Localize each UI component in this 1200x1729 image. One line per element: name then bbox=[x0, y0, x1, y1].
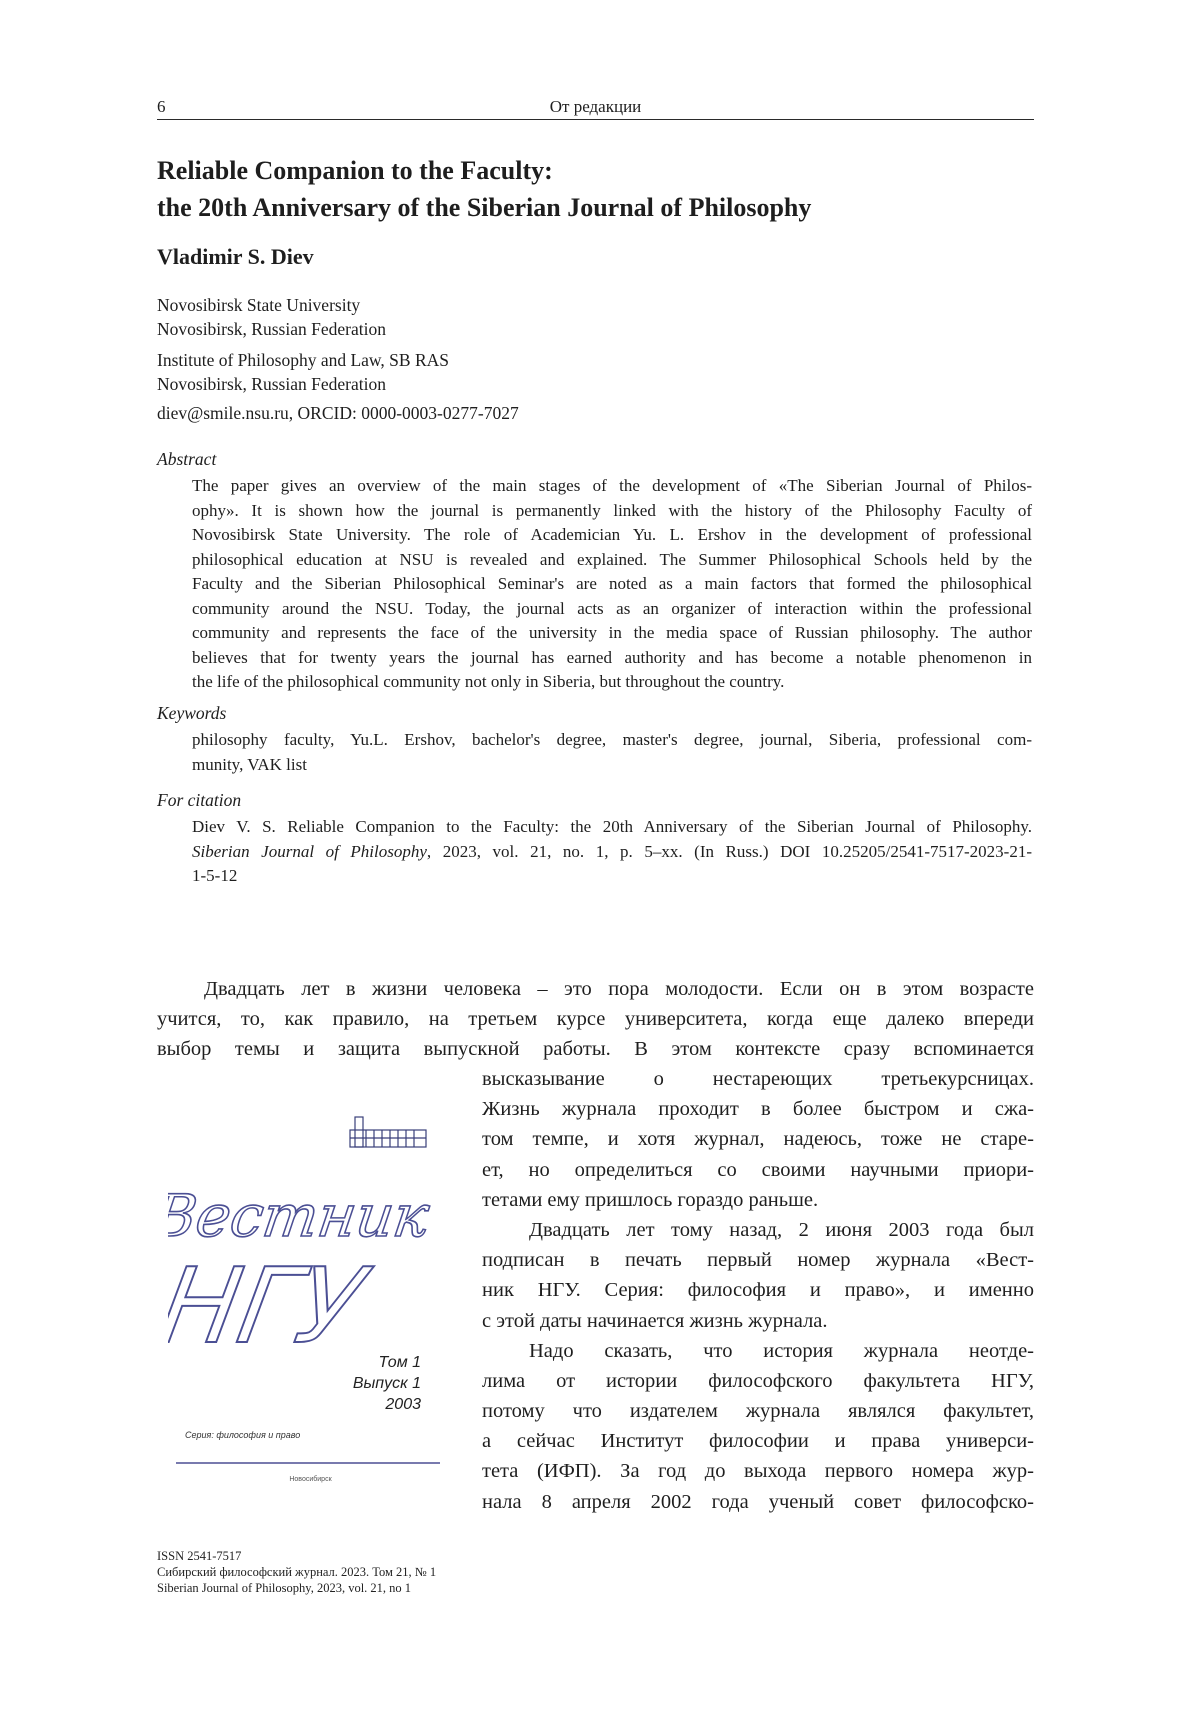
citation-line bbox=[192, 840, 1032, 865]
body-line: тета (ИФП). За год до выхода первого номера жур- bbox=[482, 1456, 1034, 1486]
body-line: подписан в печать первый номер журнала «Вест- bbox=[482, 1245, 1034, 1275]
footer-journal-ru: Сибирский философский журнал. 2023. Том 21, № 1 bbox=[157, 1564, 436, 1580]
cover-artwork bbox=[168, 1102, 453, 1502]
body-line: том темпе, и хотя журнал, надеюсь, тоже не старе- bbox=[482, 1124, 1034, 1154]
abstract-body bbox=[192, 474, 1032, 695]
body-line: учится, то, как правило, на третьем курсе университета, когда еще далеко впереди bbox=[157, 1004, 1034, 1034]
body-line: ет, но определиться со своими научными приори- bbox=[482, 1155, 1034, 1185]
body-line: Жизнь журнала проходит в более быстром и сжа- bbox=[482, 1094, 1034, 1124]
abstract-label: Abstract bbox=[157, 449, 216, 470]
body-text-full bbox=[157, 974, 1034, 1065]
section-name: От редакции bbox=[157, 97, 1034, 117]
body-line: высказывание о нестареющих третьекурсницах. bbox=[482, 1064, 1034, 1094]
citation-body bbox=[192, 815, 1032, 889]
keywords-line: philosophy faculty, Yu.L. Ershov, bachelor's degree, master's degree, journal, Siberia, professional com- bbox=[192, 728, 1032, 753]
citation-line: Diev V. S. Reliable Companion to the Faculty: the 20th Anniversary of the Siberian Journal of Philosophy. bbox=[192, 815, 1032, 840]
cover-year: 2003 bbox=[301, 1394, 421, 1415]
body-line: а сейчас Институт философии и права универси- bbox=[482, 1426, 1034, 1456]
abstract-line: community and represents the face of the university in the media space of Russian philosophy. The author bbox=[192, 621, 1032, 646]
body-line: с этой даты начинается жизнь журнала. bbox=[482, 1306, 1034, 1336]
citation-line: 1-5-12 bbox=[192, 864, 1032, 889]
cover-city: Новосибирск bbox=[168, 1476, 453, 1483]
body-line: потому что издателем журнала являлся факультет, bbox=[482, 1396, 1034, 1426]
cover-volume-block bbox=[301, 1352, 421, 1415]
body-line: выбор темы и защита выпускной работы. В этом контексте сразу вспоминается bbox=[157, 1034, 1034, 1064]
body-line: ник НГУ. Серия: философия и право», и именно bbox=[482, 1275, 1034, 1305]
running-head bbox=[157, 97, 1034, 120]
abstract-line: Novosibirsk State University. The role of Academician Yu. L. Ershov in the development of professional bbox=[192, 523, 1032, 548]
footer-issn: ISSN 2541-7517 bbox=[157, 1548, 436, 1564]
affiliation-2 bbox=[157, 348, 449, 396]
university-building-icon bbox=[350, 1117, 426, 1147]
affiliation-org: Novosibirsk State University bbox=[157, 293, 386, 317]
cover-issue: Выпуск 1 bbox=[301, 1373, 421, 1394]
page-number: 6 bbox=[157, 97, 166, 117]
affiliation-org: Institute of Philosophy and Law, SB RAS bbox=[157, 348, 449, 372]
abstract-line: philosophical education at NSU is revealed and explained. The Summer Philosophical Schools held by the bbox=[192, 548, 1032, 573]
body-text-wrapped bbox=[482, 1064, 1034, 1517]
body-line: Надо сказать, что история журнала неотде- bbox=[482, 1336, 1034, 1366]
abstract-line: ophy». It is shown how the journal is permanently linked with the history of the Philosophy Faculty of bbox=[192, 499, 1032, 524]
author-name: Vladimir S. Diev bbox=[157, 244, 314, 270]
author-contact: diev@smile.nsu.ru, ORCID: 0000-0003-0277-7027 bbox=[157, 403, 519, 424]
keywords-label: Keywords bbox=[157, 703, 226, 724]
keywords-body bbox=[192, 728, 1032, 777]
body-line: тетами ему пришлось гораздо раньше. bbox=[482, 1185, 1034, 1215]
citation-label: For citation bbox=[157, 790, 241, 811]
abstract-line: community around the NSU. Today, the journal acts as an organizer of interaction within the professional bbox=[192, 597, 1032, 622]
affiliation-1 bbox=[157, 293, 386, 341]
title-line-2: the 20th Anniversary of the Siberian Journal of Philosophy bbox=[157, 189, 811, 226]
cover-title-line-2: НГУ bbox=[168, 1246, 378, 1367]
abstract-line: The paper gives an overview of the main stages of the development of «The Siberian Journal of Philos- bbox=[192, 474, 1032, 499]
cover-series: Серия: философия и право bbox=[185, 1430, 300, 1440]
abstract-line: believes that for twenty years the journal has earned authority and has become a notable phenomenon in bbox=[192, 646, 1032, 671]
footer-journal-en: Siberian Journal of Philosophy, 2023, vol. 21, no 1 bbox=[157, 1580, 436, 1596]
cover-volume: Том 1 bbox=[301, 1352, 421, 1373]
keywords-line: munity, VAK list bbox=[192, 753, 1032, 778]
abstract-line: the life of the philosophical community not only in Siberia, but throughout the country. bbox=[192, 670, 1032, 695]
page-footer bbox=[157, 1548, 436, 1596]
cover-title-line-1: Вестник bbox=[168, 1182, 433, 1250]
body-line: Двадцать лет в жизни человека – это пора молодости. Если он в этом возрасте bbox=[157, 974, 1034, 1004]
journal-cover-image bbox=[168, 1102, 453, 1502]
abstract-line: Faculty and the Siberian Philosophical Seminar's are noted as a main factors that formed the philosophical bbox=[192, 572, 1032, 597]
affiliation-city: Novosibirsk, Russian Federation bbox=[157, 372, 449, 396]
article-title bbox=[157, 152, 811, 226]
citation-details: , 2023, vol. 21, no. 1, p. 5–xx. (In Russ.) DOI 10.25205/2541-7517-2023-21- bbox=[427, 842, 1032, 861]
citation-journal: Siberian Journal of Philosophy bbox=[192, 842, 427, 861]
affiliation-city: Novosibirsk, Russian Federation bbox=[157, 317, 386, 341]
body-line: нала 8 апреля 2002 года ученый совет философско- bbox=[482, 1487, 1034, 1517]
title-line-1: Reliable Companion to the Faculty: bbox=[157, 152, 811, 189]
body-line: лима от истории философского факультета НГУ, bbox=[482, 1366, 1034, 1396]
body-line: Двадцать лет тому назад, 2 июня 2003 года был bbox=[482, 1215, 1034, 1245]
